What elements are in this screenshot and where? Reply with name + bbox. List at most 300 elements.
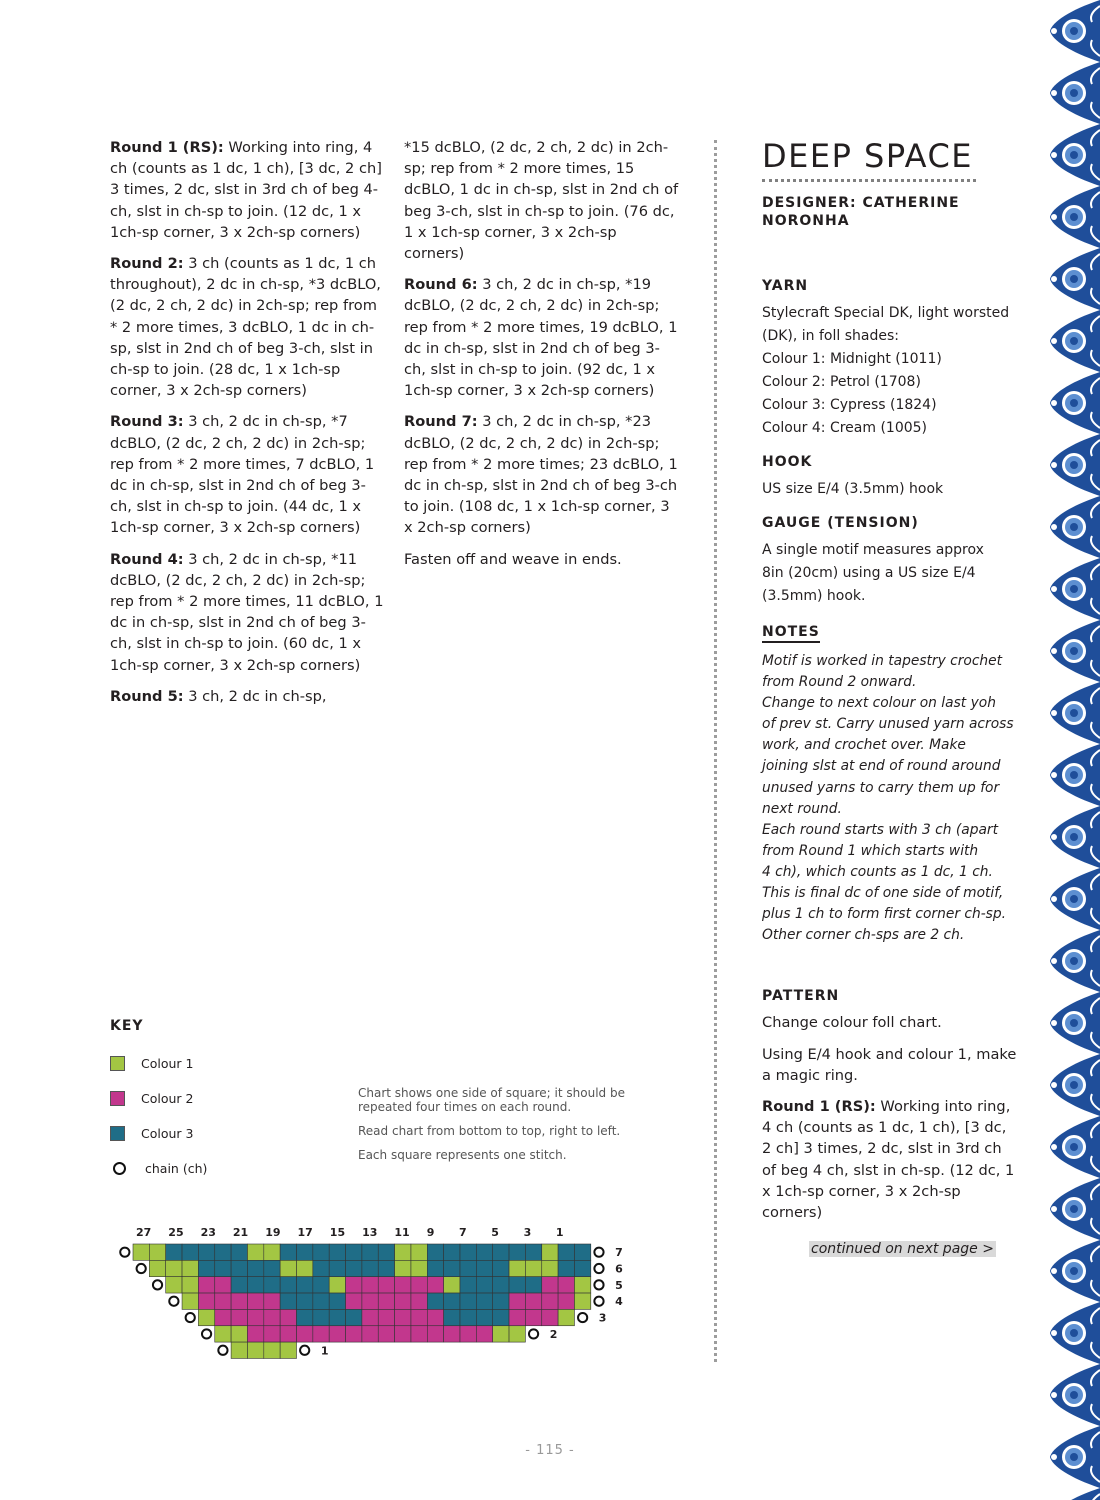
border-medallion-icon	[1070, 523, 1078, 531]
notes-line: from Round 1 which starts with	[762, 842, 979, 859]
chart-cell	[525, 1277, 541, 1293]
row-number: 7	[615, 1246, 623, 1260]
chart-cell	[362, 1277, 378, 1293]
chart-cell	[329, 1244, 345, 1260]
chart-cell	[411, 1277, 427, 1293]
chart-cell	[215, 1277, 231, 1293]
chart-cell	[378, 1293, 394, 1309]
border-dot-icon	[1051, 586, 1057, 592]
paragraph-text: Fasten off and weave in ends.	[404, 550, 622, 568]
border-dot-icon	[1051, 1206, 1057, 1212]
chart-cell	[280, 1277, 296, 1293]
chain-symbol	[594, 1264, 603, 1273]
chart-cell	[313, 1260, 329, 1276]
chart-cell	[313, 1277, 329, 1293]
chart-cell	[525, 1244, 541, 1260]
chart-cell	[264, 1342, 280, 1358]
chart-cell	[166, 1277, 182, 1293]
gauge-line: A single motif measures approx	[762, 542, 984, 558]
yarn-details	[762, 302, 1018, 440]
border-medallion-icon	[1070, 647, 1078, 655]
key-label: Colour 2	[141, 1091, 194, 1106]
chart-cell	[182, 1260, 198, 1276]
yarn-line: (DK), in foll shades:	[762, 328, 899, 344]
column-number: 7	[459, 1226, 467, 1239]
paragraph-text: 3 ch, 2 dc in ch-sp, *11 dcBLO, (2 dc, 2 ch, 2 dc) in 2ch-sp; rep from * 2 more times, 11 dcBLO, 1 dc in ch-sp, slst in 2nd ch of beg 3-ch, slst in ch-sp to join. (60 dc, 1 x 1ch-sp corner, 3 x 2ch-sp corners)	[110, 550, 384, 674]
chart-cell	[346, 1293, 362, 1309]
notes-line: next round.	[762, 800, 842, 817]
chart-cell	[493, 1244, 509, 1260]
chart-cell	[313, 1326, 329, 1342]
paragraph-text: 3 ch, 2 dc in ch-sp, *7 dcBLO, (2 dc, 2 ch, 2 dc) in 2ch-sp; rep from * 2 more times, 7 dcBLO, 1 dc in ch-sp, slst in 2nd ch of beg 3-ch, slst in ch-sp to join. (44 dc, 1 x 1ch-sp corner, 3 x 2ch-sp corners)	[110, 413, 375, 537]
yarn-line: Colour 3: Cypress (1824)	[762, 397, 937, 413]
chart-note: Each square represents one stitch.	[358, 1148, 567, 1162]
paragraph-text: Working into ring, 4 ch (counts as 1 dc, 1 ch), [3 dc, 2 ch] 3 times, 2 dc, slst in 3rd ch of beg 4 ch, slst in ch-sp. (12 dc, 1 x 1ch-sp corner, 3 x 2ch-sp corners)	[762, 1097, 1015, 1221]
chart-cell	[493, 1293, 509, 1309]
chain-symbol	[594, 1297, 603, 1306]
chart-cell	[460, 1260, 476, 1276]
border-medallion-icon	[1070, 1019, 1078, 1027]
border-flourish-icon	[1050, 1488, 1100, 1500]
round-label: Round 2:	[110, 255, 184, 273]
pattern-paragraph	[762, 1012, 1018, 1033]
chart-cell	[395, 1244, 411, 1260]
chart-cell	[182, 1293, 198, 1309]
chart-cell	[215, 1309, 231, 1325]
chain-symbol	[153, 1280, 162, 1289]
chart-cell	[558, 1309, 574, 1325]
chart-cell	[427, 1293, 443, 1309]
chart-cell	[525, 1309, 541, 1325]
notes-line: This is final dc of one side of motif,	[762, 885, 1004, 902]
key-items	[110, 1046, 340, 1186]
pattern-title: DEEP SPACE	[762, 137, 973, 175]
paragraph-text: *15 dcBLO, (2 dc, 2 ch, 2 dc) in 2ch-sp; rep from * 2 more times, 15 dcBLO, 1 dc in ch-sp, slst in 2nd ch of beg 3-ch, slst in ch-sp to join. (76 dc, 1 x 1ch-sp corner, 3 x 2ch-sp corners)	[404, 139, 679, 263]
border-dot-icon	[1051, 772, 1057, 778]
chart-cell	[280, 1326, 296, 1342]
chart-cell	[509, 1309, 525, 1325]
border-dot-icon	[1051, 338, 1057, 344]
chart-cell	[542, 1309, 558, 1325]
key-label: Colour 1	[141, 1056, 194, 1071]
chart-cell	[346, 1244, 362, 1260]
chart-cell	[574, 1277, 590, 1293]
chart-cell	[280, 1309, 296, 1325]
column-number: 19	[265, 1226, 281, 1239]
pattern-heading: PATTERN	[762, 988, 840, 1005]
chart-cell	[574, 1260, 590, 1276]
key-item	[110, 1081, 340, 1116]
chart-cell	[509, 1326, 525, 1342]
paragraph-text: 3 ch, 2 dc in ch-sp, *23 dcBLO, (2 dc, 2 ch, 2 dc) in 2ch-sp; rep from * 2 more times; 23 dcBLO, 1 dc in ch-sp, slst in 2nd ch of beg 3-ch to join. (108 dc, 1 x 1ch-sp corner, 3 x 2ch-sp corners)	[404, 413, 678, 537]
continued-link[interactable]: continued on next page >	[811, 1241, 994, 1258]
chart-cell	[198, 1309, 214, 1325]
chart-cell	[329, 1309, 345, 1325]
border-dot-icon	[1051, 1144, 1057, 1150]
hook-heading: HOOK	[762, 454, 813, 470]
chart-cell	[509, 1277, 525, 1293]
chart-cell	[427, 1277, 443, 1293]
yarn-line: Colour 4: Cream (1005)	[762, 420, 928, 436]
gauge-details	[762, 539, 1018, 608]
row-number: 2	[549, 1327, 558, 1341]
key-label: chain (ch)	[145, 1161, 208, 1176]
chart-cell	[346, 1260, 362, 1276]
border-dot-icon	[1051, 648, 1057, 654]
round-label: Round 7:	[404, 413, 478, 431]
border-medallion-icon	[1070, 833, 1078, 841]
chart-cell	[411, 1326, 427, 1342]
chart-cell	[297, 1309, 313, 1325]
chart-cell	[378, 1244, 394, 1260]
paragraph-text: Using E/4 hook and colour 1, make a magic ring.	[762, 1045, 1017, 1084]
chart-note: Chart shows one side of square; it should be repeated four times on each round.	[358, 1086, 625, 1114]
hook-details: US size E/4 (3.5mm) hook	[762, 481, 944, 497]
border-dot-icon	[1051, 1268, 1057, 1274]
chart-cell	[297, 1277, 313, 1293]
chart-cell	[346, 1277, 362, 1293]
chart-cell	[280, 1260, 296, 1276]
notes-line: work, and crochet over. Make	[762, 737, 966, 754]
chart-cell	[231, 1260, 247, 1276]
chart-cell	[149, 1260, 165, 1276]
notes-line: Other corner ch-sps are 2 ch.	[762, 927, 965, 944]
colour-swatch	[110, 1126, 125, 1141]
border-dot-icon	[1051, 958, 1057, 964]
chart-cell	[231, 1244, 247, 1260]
chart-cell	[247, 1309, 263, 1325]
chart-cell	[297, 1260, 313, 1276]
decorative-tile-border	[1040, 0, 1100, 1500]
chart-cell	[329, 1293, 345, 1309]
chart-cell	[231, 1342, 247, 1358]
page-number: - 115 -	[525, 1443, 575, 1458]
chain-symbol	[186, 1313, 195, 1322]
colour-swatch	[110, 1056, 125, 1071]
border-dot-icon	[1051, 152, 1057, 158]
border-medallion-icon	[1070, 399, 1078, 407]
sidebar	[762, 137, 1018, 1257]
column-number: 27	[136, 1226, 152, 1239]
instruction-paragraph	[110, 411, 385, 538]
chart-cell	[542, 1260, 558, 1276]
chart-cell	[280, 1342, 296, 1358]
chain-symbol	[169, 1297, 178, 1306]
instruction-paragraph	[404, 137, 679, 264]
notes-line: unused yarns to carry them up for	[762, 779, 1000, 796]
chart-cell	[444, 1309, 460, 1325]
border-medallion-icon	[1070, 337, 1078, 345]
column-number: 25	[168, 1226, 184, 1239]
chart-cell	[329, 1326, 345, 1342]
border-dot-icon	[1051, 1392, 1057, 1398]
chart-cell	[362, 1244, 378, 1260]
column-number: 11	[394, 1226, 410, 1239]
chart-cell	[198, 1293, 214, 1309]
yarn-line: Stylecraft Special DK, light worsted	[762, 305, 1010, 321]
border-dot-icon	[1051, 834, 1057, 840]
chart-cell	[558, 1293, 574, 1309]
gauge-heading: GAUGE (TENSION)	[762, 515, 919, 531]
round-label: Round 5:	[110, 687, 184, 705]
border-dot-icon	[1051, 214, 1057, 220]
chain-symbol	[218, 1346, 227, 1355]
chart-cell	[395, 1309, 411, 1325]
chart-cell	[231, 1326, 247, 1342]
row-number: 6	[615, 1262, 623, 1276]
chart-cell	[378, 1260, 394, 1276]
chart-cell	[558, 1260, 574, 1276]
paragraph-text: 3 ch (counts as 1 dc, 1 ch throughout), 2 dc in ch-sp, *3 dcBLO, (2 dc, 2 ch, 2 dc) in 2ch-sp; rep from * 2 more times, 3 dcBLO, 1 dc in ch-sp, slst in 2nd ch of beg 3-ch, slst in ch-sp to join. (28 dc, 1 x 1ch-sp corner, 3 x 2ch-sp corners)	[110, 255, 381, 400]
paragraph-text: 3 ch, 2 dc in ch-sp, *19 dcBLO, (2 dc, 2 ch, 2 dc) in 2ch-sp; rep from * 2 more times, 19 dcBLO, 1 dc in ch-sp, slst in 2nd ch of beg 3-ch, slst in ch-sp to join. (92 dc, 1 x 1ch-sp corner, 3 x 2ch-sp corners)	[404, 276, 678, 400]
chart-cell	[460, 1293, 476, 1309]
chart-cell	[395, 1277, 411, 1293]
chart-cell	[247, 1277, 263, 1293]
chart-cell	[247, 1342, 263, 1358]
chart-cell	[476, 1293, 492, 1309]
column-number: 3	[523, 1226, 532, 1239]
chart-cell	[542, 1277, 558, 1293]
round-label: Round 1 (RS):	[762, 1097, 876, 1115]
border-dot-icon	[1051, 90, 1057, 96]
chart-cell	[198, 1277, 214, 1293]
key-label: Colour 3	[141, 1126, 194, 1141]
yarn-line: Colour 2: Petrol (1708)	[762, 374, 921, 390]
border-medallion-icon	[1070, 1143, 1078, 1151]
chart-cell	[313, 1293, 329, 1309]
chart-cell	[166, 1244, 182, 1260]
chart-cell	[346, 1309, 362, 1325]
chart-cell	[476, 1260, 492, 1276]
notes-heading: NOTES	[762, 624, 820, 643]
border-medallion-icon	[1070, 151, 1078, 159]
column-number: 15	[329, 1226, 346, 1239]
column-number: 13	[362, 1226, 378, 1239]
chart-cell	[362, 1309, 378, 1325]
chart-cell	[149, 1244, 165, 1260]
chart-cell	[231, 1277, 247, 1293]
instruction-paragraph	[110, 253, 385, 401]
chart-cell	[215, 1244, 231, 1260]
chart-cell	[525, 1260, 541, 1276]
column-number: 1	[555, 1226, 564, 1239]
chart-cell	[444, 1277, 460, 1293]
chart-cell	[411, 1309, 427, 1325]
instruction-paragraph	[110, 137, 385, 243]
chart-cell	[460, 1244, 476, 1260]
border-medallion-icon	[1070, 771, 1078, 779]
chart-cell	[509, 1244, 525, 1260]
chart-cell	[574, 1244, 590, 1260]
border-medallion-icon	[1070, 895, 1078, 903]
chart-cell	[231, 1309, 247, 1325]
yarn-line: Colour 1: Midnight (1011)	[762, 351, 942, 367]
border-dot-icon	[1051, 28, 1057, 34]
chain-symbol	[300, 1346, 309, 1355]
round-label: Round 1 (RS):	[110, 139, 224, 156]
key-item	[110, 1046, 340, 1081]
chart-cell	[264, 1293, 280, 1309]
border-medallion-icon	[1070, 461, 1078, 469]
chart-cell	[329, 1277, 345, 1293]
chart-cell	[280, 1244, 296, 1260]
chart-cell	[395, 1326, 411, 1342]
designer-credit: DESIGNER: CATHERINE NORONHA	[762, 195, 960, 229]
chart-cell	[411, 1293, 427, 1309]
notes-line: plus 1 ch to form first corner ch-sp.	[762, 906, 1007, 923]
round-label: Round 3:	[110, 413, 184, 431]
chart-cell	[542, 1244, 558, 1260]
round-label: Round 6:	[404, 276, 478, 294]
border-medallion-icon	[1070, 27, 1078, 35]
chain-symbol	[594, 1280, 603, 1289]
row-number: 5	[615, 1278, 623, 1292]
chart-cell	[509, 1260, 525, 1276]
stitch-chart	[100, 1218, 640, 1368]
column-number: 21	[232, 1226, 249, 1239]
yarn-heading: YARN	[762, 278, 809, 294]
column-number: 9	[426, 1226, 435, 1239]
chart-cell	[297, 1293, 313, 1309]
chart-cell	[411, 1260, 427, 1276]
chart-cell	[133, 1244, 149, 1260]
chart-cell	[280, 1293, 296, 1309]
chart-cell	[182, 1277, 198, 1293]
chart-cell	[444, 1293, 460, 1309]
chart-cell	[476, 1277, 492, 1293]
row-number: 4	[615, 1295, 623, 1309]
instruction-paragraph	[110, 549, 385, 676]
chart-cell	[378, 1326, 394, 1342]
chart-cell	[444, 1260, 460, 1276]
border-medallion-icon	[1070, 585, 1078, 593]
border-medallion-icon	[1070, 1391, 1078, 1399]
gauge-line: (3.5mm) hook.	[762, 588, 866, 604]
dotted-divider	[714, 140, 717, 1362]
instructions-column-1	[110, 137, 385, 717]
chart-cell	[264, 1244, 280, 1260]
border-medallion-icon	[1070, 89, 1078, 97]
chain-symbol	[578, 1313, 587, 1322]
chain-symbol	[120, 1248, 129, 1257]
notes-text	[762, 651, 1018, 946]
chart-cell	[542, 1293, 558, 1309]
chart-cell	[182, 1244, 198, 1260]
chart-cell	[362, 1326, 378, 1342]
instructions-column-2	[404, 137, 679, 580]
chain-symbol-icon	[113, 1162, 126, 1175]
chart-cell	[264, 1309, 280, 1325]
notes-line: joining slst at end of round around	[762, 758, 1001, 775]
chart-cell	[215, 1260, 231, 1276]
chart-cell	[313, 1244, 329, 1260]
chart-cell	[460, 1309, 476, 1325]
notes-line: Motif is worked in tapestry crochet	[762, 653, 1003, 669]
chart-cell	[574, 1293, 590, 1309]
pattern-paragraph	[762, 1044, 1018, 1086]
chart-cell	[297, 1326, 313, 1342]
chart-cell	[427, 1309, 443, 1325]
chart-cell	[247, 1293, 263, 1309]
chart-cell	[395, 1260, 411, 1276]
column-number: 17	[297, 1226, 313, 1239]
chart-cell	[346, 1326, 362, 1342]
border-medallion-icon	[1070, 1205, 1078, 1213]
border-dot-icon	[1051, 1082, 1057, 1088]
chain-symbol	[202, 1329, 211, 1338]
chart-cell	[476, 1244, 492, 1260]
chart-cell	[444, 1326, 460, 1342]
row-number: 1	[320, 1344, 329, 1358]
chart-cell	[264, 1277, 280, 1293]
paragraph-text: Change colour foll chart.	[762, 1014, 942, 1032]
chart-cell	[264, 1326, 280, 1342]
chart-cell	[215, 1293, 231, 1309]
chain-symbol	[594, 1248, 603, 1257]
gauge-line: 8in (20cm) using a US size E/4	[762, 565, 976, 581]
chain-symbol	[137, 1264, 146, 1273]
notes-line: from Round 2 onward.	[762, 674, 917, 691]
chart-cell	[427, 1326, 443, 1342]
chain-symbol	[529, 1329, 538, 1338]
colour-swatch	[110, 1091, 125, 1106]
key-item	[110, 1116, 340, 1151]
chart-cell	[460, 1326, 476, 1342]
border-medallion-icon	[1070, 709, 1078, 717]
notes-line: 4 ch), which counts as 1 dc, 1 ch.	[762, 863, 993, 880]
border-medallion-icon	[1070, 1081, 1078, 1089]
border-dot-icon	[1051, 462, 1057, 468]
notes-line: of prev st. Carry unused yarn across	[762, 716, 1014, 733]
border-medallion-icon	[1070, 275, 1078, 283]
key-item	[110, 1151, 340, 1186]
chart-cell	[264, 1260, 280, 1276]
chart-cell	[395, 1293, 411, 1309]
row-number: 3	[598, 1311, 607, 1325]
chart-cell	[558, 1277, 574, 1293]
column-number: 5	[491, 1226, 499, 1239]
chart-cell	[476, 1326, 492, 1342]
chart-cell	[297, 1244, 313, 1260]
chart-cell	[509, 1293, 525, 1309]
chart-cell	[198, 1244, 214, 1260]
chart-notes	[358, 1086, 638, 1172]
paragraph-text: Working into ring, 4 ch (counts as 1 dc, 1 ch), [3 dc, 2 ch] 3 times, 2 dc, slst in 3rd ch of beg 4-ch, slst in ch-sp to join. (12 dc, 1 x 1ch-sp corner, 3 x 2ch-sp corners)	[110, 139, 382, 241]
border-dot-icon	[1051, 276, 1057, 282]
chart-note: Read chart from bottom to top, right to left.	[358, 1124, 621, 1138]
title-dotted-rule	[762, 179, 976, 182]
chart-cell	[198, 1260, 214, 1276]
chart-cell	[247, 1260, 263, 1276]
chart-cell	[247, 1244, 263, 1260]
column-number: 23	[200, 1226, 216, 1239]
border-dot-icon	[1051, 1330, 1057, 1336]
border-medallion-icon	[1070, 957, 1078, 965]
instruction-paragraph	[404, 274, 679, 401]
chart-cell	[313, 1309, 329, 1325]
border-dot-icon	[1051, 896, 1057, 902]
border-dot-icon	[1051, 1020, 1057, 1026]
border-dot-icon	[1051, 524, 1057, 530]
instruction-paragraph	[404, 411, 679, 538]
chart-cell	[231, 1293, 247, 1309]
instruction-paragraph	[110, 686, 385, 707]
notes-line: Each round starts with 3 ch (apart	[762, 821, 999, 838]
paragraph-text: 3 ch, 2 dc in ch-sp,	[183, 687, 327, 705]
round-label: Round 4:	[110, 550, 184, 568]
chart-cell	[493, 1260, 509, 1276]
chart-cell	[166, 1260, 182, 1276]
